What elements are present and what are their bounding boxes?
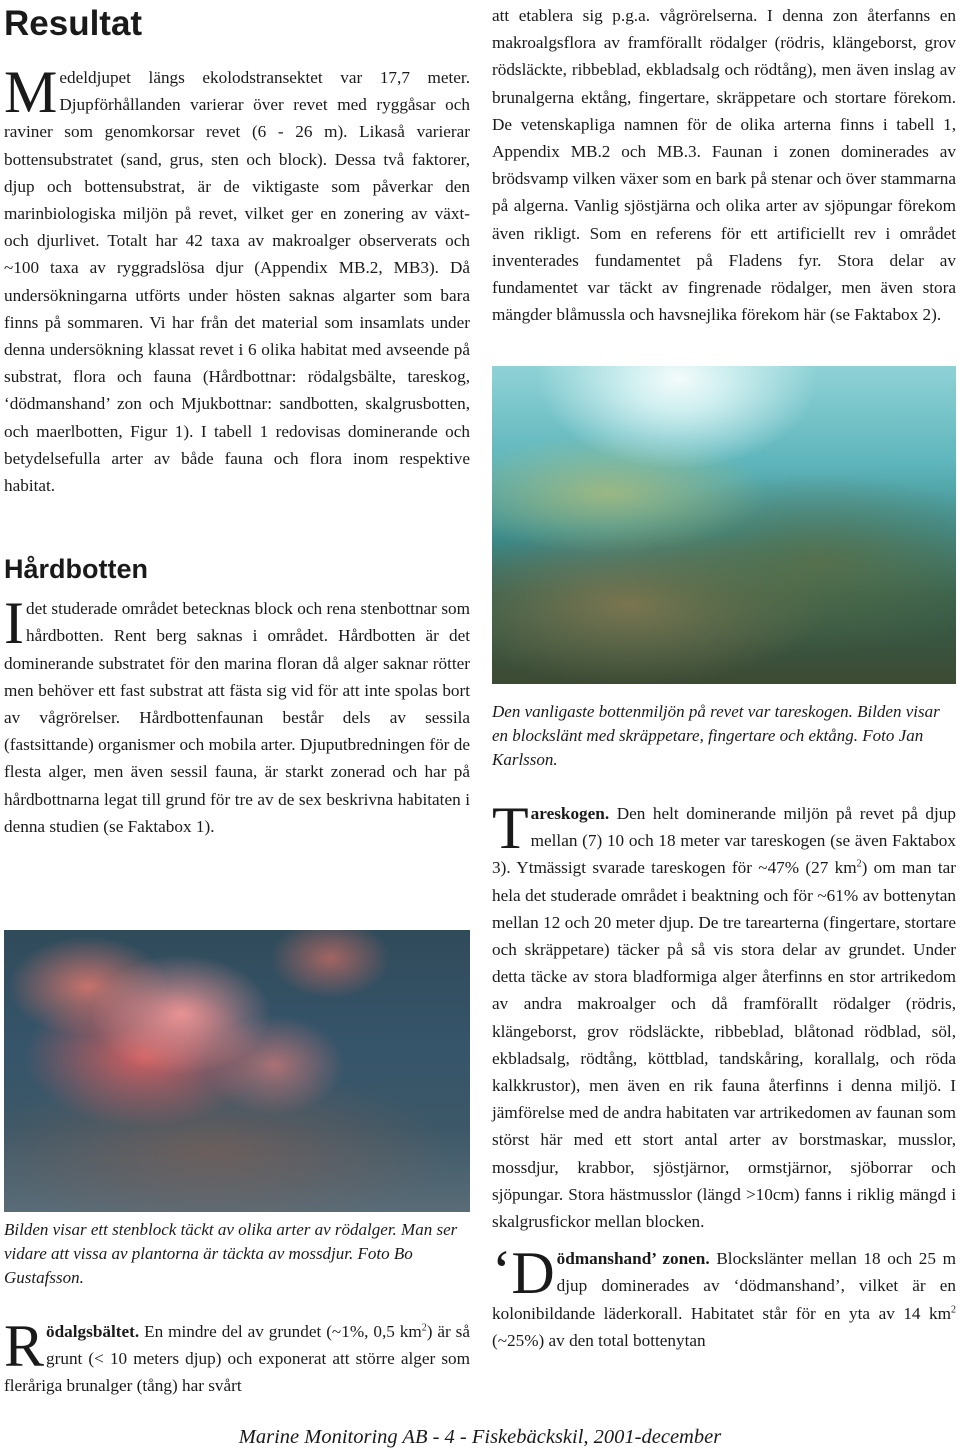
photo-kelp-forest (492, 366, 956, 684)
dodmans-text-a: Blockslänter mellan 18 och 25 m djup dominerades av ‘dödmanshand’, vilket är en kolonibildande läderkorall. Habitatet står för en yta av 14 km (492, 1249, 956, 1323)
hardbotten-paragraph (4, 590, 470, 840)
tareskogen-paragraph (492, 795, 957, 1235)
left-lower-block (4, 1218, 470, 1400)
hardbotten-dropcap: I (4, 590, 24, 657)
rodalgs-text-a: En mindre del av grundet (~1%, 0,5 km (139, 1322, 422, 1341)
photo-red-algae-stone-block (4, 930, 470, 1212)
tareskogen-text-a: Den helt dominerande miljön på revet på djup mellan (7) 10 och 18 meter var tareskogen (se även Faktabox 3). Ytmässigt svarade tareskogen för ~47% (27 km (492, 804, 956, 878)
caption-red-algae: Bilden visar ett stenblock täckt av olika arter av rödalger. Man ser vidare att vissa av plantorna är täckta av mossdjur. Foto Bo Gustafsson. (4, 1220, 458, 1287)
dodmans-sup: 2 (951, 1303, 956, 1315)
dodmans-heading: ödmanshand’ zonen. (556, 1249, 710, 1269)
right-column (492, 0, 956, 328)
caption-kelp-forest: Den vanligaste bottenmiljön på revet var tareskogen. Bilden visar en blockslänt med skräppetare, fingertare och ektång. Foto Jan Karlsson. (492, 702, 940, 769)
section-heading-hardbotten: Hårdbotten (4, 554, 148, 585)
page-title: Resultat (4, 4, 143, 43)
tareskogen-sup: 2 (856, 858, 862, 870)
dodmans-text-b: (~25%) av den total bottenytan (492, 1330, 706, 1350)
intro-text: edeldjupet längs ekolodstransektet var 17,7 meter. Djupförhållanden varierar över revet med ryggåsar och raviner som genomkorsar revet (6 - 26 m). Likaså varierar bottensubstratet (sand, grus, sten och block). Dessa två faktorer, djup och bottensubstrat, är de viktigaste som påverkar den marinbiologiska miljön på revet, vilket ger en zonering av växt- och djurlivet. Totalt har 42 taxa av makroalger observerats och ~100 taxa av ryggradslösa djur (Appendix MB.2, MB3). Då undersökningarna utförts under hösten saknas algarter som bara finns på sommaren. Vi har från det material som insamlats under denna undersökning klassat revet i 6 olika habitat med avseende på substrat, flora och fauna (Hårdbottnar: rödalgsbälte, tareskog, ‘dödmanshand’ zon och Mjukbottnar: sandbotten, skalgrusbotten, och maerlbotten, Figur 1). I tabell 1 redovisas dominerande och betydelsefulla arter av både fauna och flora inom respektive habitat. (4, 68, 470, 496)
rodalgsbaltet-paragraph (4, 1313, 470, 1400)
hardbotten-text: det studerade området betecknas block och rena stenbottnar som hårdbotten. Rent berg saknas i området. Hårdbotten är det dominerande substratet för den marina floran då alger saknar rötter men behöver ett fast substrat att fästa sig vid för att inte spolas bort av vågrörelser. Hårdbottenfaunan består dels av sessila (fastsittande) organismer och mobila arter. Djuputbredningen för de flesta alger, men även sessil fauna, är starkt zonerad och har på hårdbottnarna legat till grund för tre av de sex beskrivna habitaten i denna studien (se Faktabox 1). (4, 599, 470, 836)
intro-dropcap: M (4, 59, 58, 125)
tareskogen-text-b: ) om man tar hela det studerade området i beaktning och för ~61% av bottenytan mellan 12 och 20 meter djup. De tre tarearterna (fingertare, stortare och skräppetare) täcker på så vis stora delar av grundet. Under detta täcke av stora bladformiga alger återfinns en stor artrikedom av andra makroalger och då framförallt rödalger (rödris, klängeborst, grov rödsläckte, ribbeblad, blåtonad rödblad, söl, ekbladsalg, rödtång, köttblad, tandskåring, korallalg, och röda kalkkrustor), men även en rik fauna återfinns i denna miljö. I jämförelse med de andra habitaten var artrikedomen av faunan som störst här med ett stort antal arter av borstmaskar, musslor, mossdjur, krabbor, sjöstjärnor, ormstjärnor, sjöborrar och sjöpungar. Stora hästmusslor (längd >10cm) fanns i riklig mängd i skalgrusfickor mellan blocken. (492, 858, 957, 1232)
right-top-paragraph: att etablera sig p.g.a. vågrörelserna. I denna zon återfanns en makroalgsflora av framförallt rödalger (rödris, klängeborst, grov rödsläckte, ribbeblad, ekbladsalg och rödtång), men även inslag av brunalgerna ektång, fingertare, skräppetare och stortare förekom. De vetenskapliga namnen för de olika arterna finns i tabell 1, Appendix MB.2 och MB.3. Faunan i zonen dominerades av brödsvamp vilken växer som en bark på stenar och över stammarna på algerna. Vanlig sjöstjärna och olika arter av sjöpungar förekom även rikligt. Som en referens för ett artificiellt rev i området inventerades fundamentet på Fladens fyr. Stora delar av fundamentet var täckt av fingrenade rödalger, men även stora mängder blåmussla och havsnejlika förekom här (se Faktabox 2). (492, 6, 956, 325)
tareskogen-heading: areskogen. (530, 804, 610, 823)
dodmans-open-quote: ‘ (492, 1238, 512, 1304)
right-lower-block (492, 700, 956, 1354)
dodmanshand-paragraph (492, 1238, 956, 1354)
rodalgs-sup: 2 (421, 1322, 427, 1334)
left-column (4, 0, 470, 840)
dodmans-dropcap: D (511, 1240, 555, 1307)
rodalgs-text-b: ) är så grunt (< 10 meters djup) och exponerat att större alger som fleråriga brunalger (tång) har svårt (4, 1322, 470, 1396)
tareskogen-dropcap: T (492, 795, 529, 861)
rodalgs-heading: ödalgsbältet. (46, 1322, 140, 1341)
intro-paragraph (4, 59, 470, 499)
rodalgs-dropcap: R (4, 1313, 45, 1379)
page-footer: Marine Monitoring AB - 4 - Fiskebäckskil, 2001-december (238, 1426, 722, 1448)
